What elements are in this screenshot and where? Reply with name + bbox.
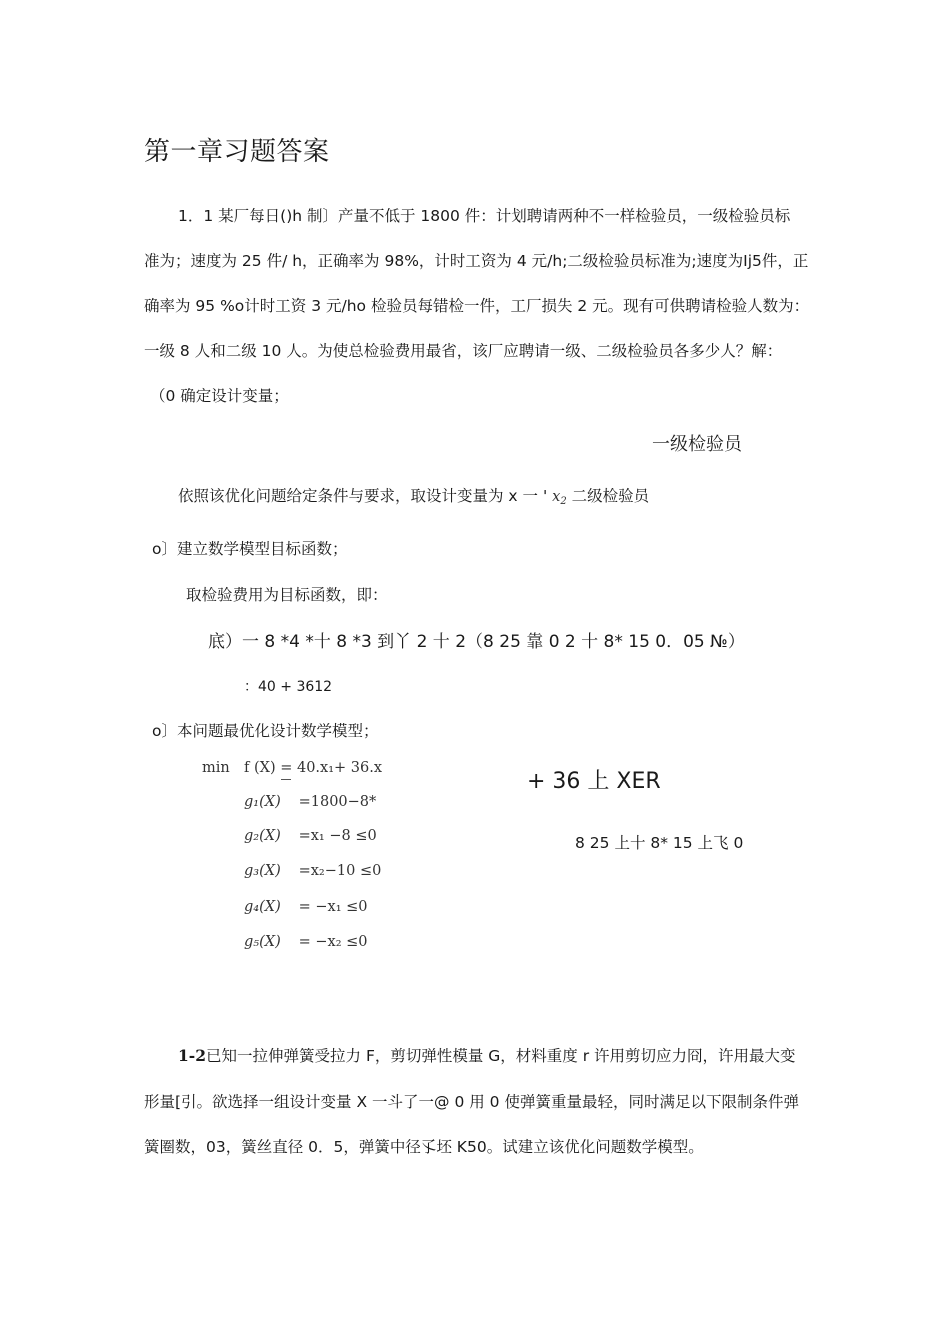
problem-1-2-line-1 <box>178 1044 796 1066</box>
design-variable-sentence <box>178 484 649 507</box>
constraint-g5 <box>244 934 368 950</box>
constraint-expression: = −x₁ ≤0 <box>298 899 368 915</box>
step-2-heading: o〕建立数学模型目标函数； <box>152 540 348 558</box>
problem-1-2-text: 已知一拉伸弹簧受拉力 F，剪切弹性模量 G，材料重度 r 许用剪切应力冏，许用最大变 <box>206 1047 796 1065</box>
design-variable-text: 依照该优化问题给定条件与要求，取设计变量为 x 一 ' <box>178 487 548 505</box>
model-objective-function: f (X) = 40.x₁+ 36.x <box>244 760 383 776</box>
constraint-expression: =1800−8* <box>298 794 377 810</box>
constraint-expression: =x₁ −8 ≤0 <box>298 828 377 844</box>
model-right-expression-2: 8 25 上十 8* 15 上飞 0 <box>575 834 744 852</box>
problem-1-1-line-3: 确率为 95 %o计时工资 3 元/ho 检验员每错检一件，工厂损失 2 元。现有可供聘请检验人数为： <box>144 297 810 315</box>
problem-1-1-line-2: 准为；速度为 25 件/ h，正确率为 98%，计时工资为 4 元/h;二级检验员标准为;速度为Ij5件，正 <box>144 252 809 270</box>
constraint-name: g₄(X) <box>244 899 281 915</box>
constraint-name: g₅(X) <box>244 934 281 950</box>
constraint-expression: =x₂−10 ≤0 <box>298 863 382 879</box>
model-right-expression-1: + 36 上 XER <box>527 769 661 794</box>
problem-1-2-line-3: 簧圈数，03，簧丝直径 0．5，弹簧中径孓坯 K50。试建立该优化问题数学模型。 <box>144 1138 704 1156</box>
label-level-2-inspector: 二级检验员 <box>571 487 650 505</box>
constraint-expression: = −x₂ ≤0 <box>298 934 368 950</box>
constraint-name: g₂(X) <box>244 828 281 844</box>
problem-1-2-line-2: 形量[引。欲选择一组设计变量 X 一斗了一@ 0 用 0 使弹簧重量最轻，同时满足以下限制条件弹 <box>144 1093 799 1111</box>
constraint-g4 <box>244 899 368 915</box>
objective-result: ：40 + 3612 <box>244 679 333 695</box>
constraint-name: g₃(X) <box>244 863 281 879</box>
design-variable-symbol: $x_2$ <box>552 489 567 507</box>
problem-1-1-line-4: 一级 8 人和二级 10 人。为使总检验费用最省，该厂应聘请一级、二级检验员各多少人？解： <box>144 342 783 360</box>
step-1-heading: （0 确定设计变量； <box>150 387 289 405</box>
constraint-g3 <box>244 863 381 879</box>
constraint-g1 <box>244 794 376 810</box>
step-3-heading: o〕本问题最优化设计数学模型； <box>152 722 379 740</box>
page-title: 第一章习题答案 <box>144 137 330 167</box>
constraint-name: g₁(X) <box>244 794 281 810</box>
constraint-g2 <box>244 828 377 844</box>
problem-1-1-line-1: 1．1 某厂每日()h 制〕产量不低于 1800 件：计划聘请两种不一样检验员，一级检验员标 <box>178 207 791 225</box>
model-min-label: min <box>202 760 230 776</box>
label-level-1-inspector: 一级检验员 <box>652 434 742 455</box>
problem-1-2-number: 1-2 <box>178 1046 207 1065</box>
model-underline-mark <box>281 779 291 780</box>
objective-equation: 底）一 8 *4 *十 8 *3 到丫 2 十 2（8 25 靠 0 2 十 8* 15 0．05 №） <box>208 632 745 652</box>
objective-intro: 取检验费用为目标函数，即： <box>186 586 388 604</box>
